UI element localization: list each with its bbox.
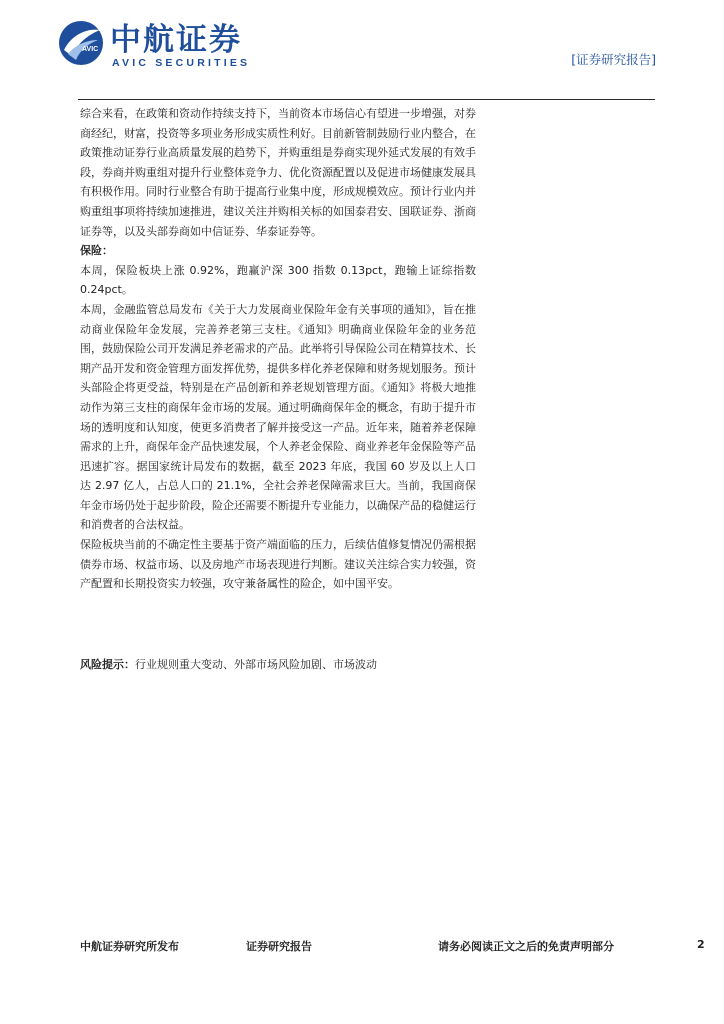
report-type-tag: [证券研究报告] [571,52,656,67]
page-number: 2 [697,938,705,951]
risk-warning-label: 风险提示： [80,658,135,671]
insurance-policy-paragraph: 本周，金融监管总局发布《关于大力发展商业保险年金有关事项的通知》，旨在推动商业保险年金发展，完善养老第三支柱。《通知》明确商业保险年金的业务范围，鼓励保险公司开发满足养老需求的产品。此举将引导保险公司在精算技术、长期产品开发和资金管理方面发挥优势，提供多样化养老保障和财务规划服务。预计头部险企将更受益，特别是在产品创新和养老规划管理方面。《通知》将极大地推动作为第三支柱的商保年金市场的发展。通过明确商保年金的概念，有助于提升市场的透明度和认知度，使更多消费者了解并接受这一产品。近年来，随着养老保障需求的上升，商保年金产品快速发展，个人养老金保险、商业养老年金保险等产品迅速扩容。据国家统计局发布的数据，截至 2023 年底，我国 60 岁及以上人口达 2.97 亿人，占总人口的 21.1%，全社会养老保障需求巨大。当前，我国商保年金市场仍处于起步阶段，险企还需要不断提升专业能力，以确保产品的稳健运行和消费者的合法权益。 [80,302,476,532]
logo-mark-text: AVIC [82,46,99,53]
report-body [80,104,476,594]
avic-logo-icon [58,20,104,66]
brand-name-cn: 中航证券 [110,22,242,58]
insurance-section-title: 保险： [80,244,113,258]
header-divider [78,99,655,100]
risk-warning [80,656,500,674]
risk-warning-text: 行业规则重大变动、外部市场风险加剧、市场波动 [135,658,377,671]
insurance-outlook-paragraph: 保险板块当前的不确定性主要基于资产端面临的压力，后续估值修复情况仍需根据债券市场、权益市场、以及房地产市场表现进行判断。建议关注综合实力较强，资产配置和长期投资实力较强，攻守兼备属性的险企，如中国平安。 [80,538,476,591]
footer-disclaimer: 请务必阅读正文之后的免责声明部分 [438,940,614,953]
brokerage-summary-paragraph: 综合来看，在政策和资动作持续支持下，当前资本市场信心有望进一步增强，对券商经纪，财富，投资等多项业务形成实质性利好。目前新管制鼓励行业内整合，在政策推动证券行业高质量发展的趋势下，并购重组是券商实现外延式发展的有效手段，券商并购重组对提升行业整体竞争力、优化资源配置以及促进市场健康发展具有积极作用。同时行业整合有助于提高行业集中度，形成规模效应。预计行业内并购重组事项将持续加速推进，建议关注并购相关标的如国泰君安、国联证券、浙商证券等，以及头部券商如中信证券、华泰证券等。 [80,107,476,238]
page-footer [0,934,724,958]
brand-name-en: AVIC SECURITIES [112,57,251,69]
insurance-weekly-performance: 本周，保险板块上涨 0.92%，跑赢沪深 300 指数 0.13pct，跑输上证综指数 0.24pct。 [80,263,476,297]
page-header [0,0,724,100]
footer-report-type: 证券研究报告 [246,940,312,953]
footer-publisher: 中航证券研究所发布 [80,940,179,953]
